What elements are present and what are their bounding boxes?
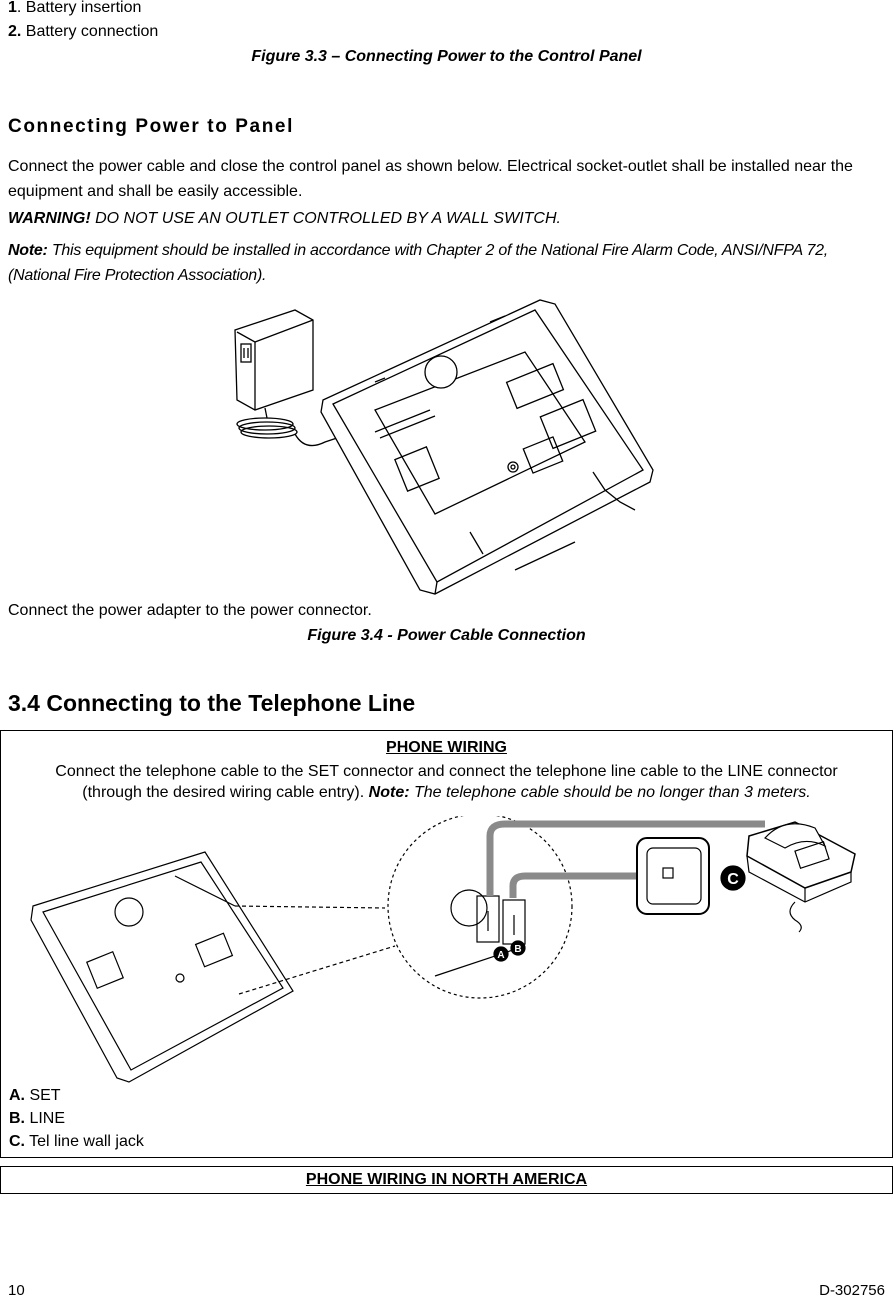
legend-key: C. — [9, 1133, 25, 1150]
note-label: Note: — [8, 242, 48, 259]
phone-wiring-text-line1: Connect the telephone cable to the SET connector and connect the telephone line cable to the LINE connector — [55, 763, 838, 780]
telephone-icon — [747, 822, 855, 932]
section-heading: Connecting Power to Panel — [8, 116, 294, 137]
warning-label: WARNING! — [8, 210, 91, 227]
note-text: This equipment should be installed in accordance with Chapter 2 of the National Fire Alarm Code, ANSI/NFPA 72, (National Fire Protection Association). — [8, 242, 828, 284]
section-3-4-heading: 3.4 Connecting to the Telephone Line — [8, 690, 416, 716]
figure-3-4-instruction: Connect the power adapter to the power connector. — [8, 602, 372, 619]
legend-value: SET — [25, 1087, 61, 1104]
control-panel-icon — [321, 300, 653, 594]
power-cable-connection-illustration — [225, 292, 665, 602]
figure-3-3-caption: Figure 3.3 – Connecting Power to the Control Panel — [251, 48, 642, 65]
list-number: 1 — [8, 0, 17, 16]
callout-b-label: B — [514, 944, 522, 955]
page-number: 10 — [8, 1282, 25, 1299]
callout-a-icon — [494, 947, 508, 961]
north-america-box — [0, 1166, 893, 1194]
list-item-battery-insertion — [8, 0, 141, 18]
phone-wiring-title: PHONE WIRING — [386, 739, 507, 756]
warning-text: DO NOT USE AN OUTLET CONTROLLED BY A WALL SWITCH. — [90, 210, 561, 227]
legend-key: A. — [9, 1087, 25, 1104]
list-item-battery-connection — [8, 22, 158, 42]
warning-paragraph — [8, 206, 888, 231]
legend-item-b — [9, 1110, 65, 1128]
note-paragraph — [8, 238, 888, 288]
list-text: Battery connection — [21, 23, 159, 40]
phone-wiring-box — [0, 730, 893, 1158]
callout-c-label: C — [727, 871, 739, 888]
phone-wiring-illustration — [25, 816, 865, 1086]
body-paragraph: Connect the power cable and close the control panel as shown below. Electrical socket-outlet shall be installed near the equipment and shall be easily accessible. — [8, 158, 853, 200]
list-number: 2. — [8, 23, 22, 40]
zoom-circle-icon — [388, 816, 572, 998]
legend-key: B. — [9, 1110, 25, 1127]
power-adapter-icon — [235, 310, 313, 410]
callout-c-icon — [721, 866, 745, 890]
callout-a-label: A — [497, 950, 505, 961]
figure-3-4-caption: Figure 3.4 - Power Cable Connection — [307, 627, 586, 644]
wall-jack-icon — [637, 838, 709, 914]
phone-wiring-note-text: The telephone cable should be no longer than 3 meters. — [409, 784, 811, 801]
callout-b-icon — [511, 941, 525, 955]
document-id: D-302756 — [819, 1282, 885, 1299]
legend-item-a — [9, 1087, 61, 1105]
phone-wiring-text-prefix: (through the desired wiring cable entry). — [82, 784, 369, 801]
phone-wiring-note-label: Note: — [368, 784, 410, 801]
phone-wiring-text-line2 — [1, 784, 892, 802]
legend-value: Tel line wall jack — [25, 1133, 144, 1150]
control-panel-small-icon — [31, 852, 395, 1082]
north-america-title: PHONE WIRING IN NORTH AMERICA — [305, 1171, 588, 1188]
legend-item-c — [9, 1133, 144, 1151]
list-text: . Battery insertion — [16, 0, 142, 16]
legend-value: LINE — [25, 1110, 66, 1127]
